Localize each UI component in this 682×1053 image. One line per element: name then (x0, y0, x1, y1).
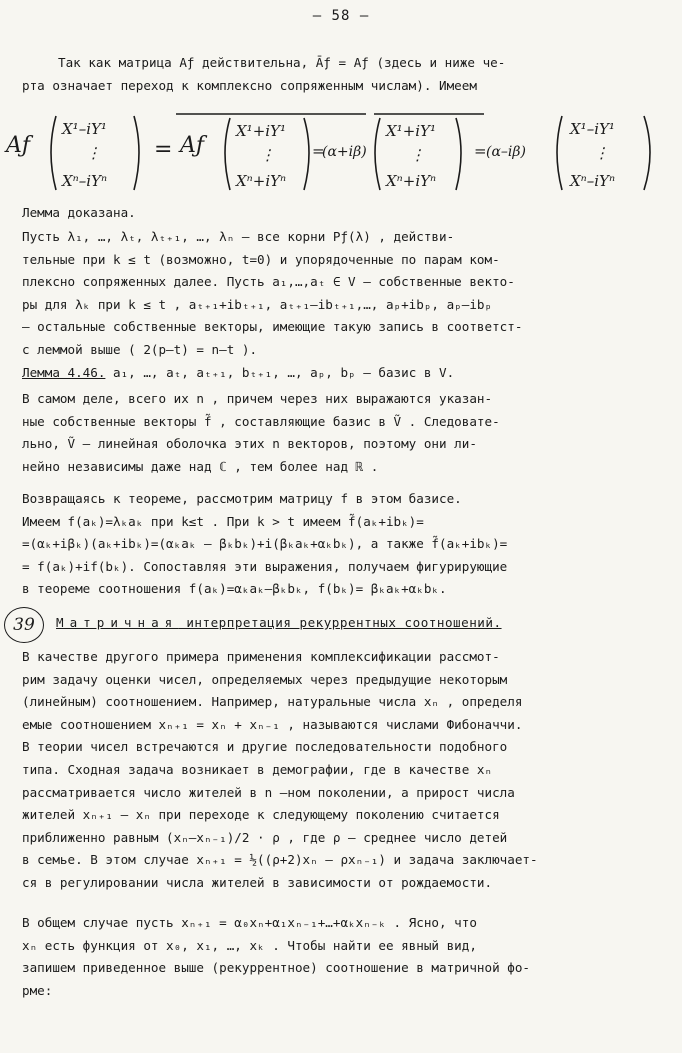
text-line: запишем приведенное выше (рекуррентное) соотношение в матричной фо- (22, 960, 530, 976)
operator-a: Aƒ (180, 133, 205, 158)
text-line: = f(aₖ)+if(bₖ). Сопоставляя эти выражения, получаем фигурирующие (22, 558, 508, 574)
bracket-left (375, 118, 380, 190)
lemma-label: Лемма 4.46. (22, 365, 106, 380)
matrix-entry: ⋮ (594, 144, 609, 162)
matrix-entry: Xⁿ+iYⁿ (386, 172, 437, 190)
section-title: интерпретация рекуррентных соотношений. (178, 615, 502, 630)
text-line: плексно сопряженных далее. Пусть a₁,…,aₜ ∈ V – собственные векто- (22, 274, 515, 290)
text-line: ные собственные векторы f̃ , составляющие базис в Ṽ . Следовате- (22, 413, 500, 429)
text-line: с леммой выше ( 2(p–t) = n–t ). (22, 341, 258, 357)
paragraph-theorem-return (22, 488, 674, 601)
text-line: рассматривается число жителей в n –ном поколении, а прирост числа (22, 784, 515, 800)
text-line: Имеем f(aₖ)=λₖaₖ при k≤t . При k > t имеем f̃(aₖ+ibₖ)= (22, 513, 424, 529)
text-line: В теории чисел встречаются и другие последовательности подобного (22, 739, 508, 755)
lemma-statement (22, 362, 674, 385)
section-heading (56, 612, 674, 635)
matrix-entry: ⋮ (86, 144, 101, 162)
paragraph-proof (22, 388, 674, 478)
matrix-equation-svg (4, 108, 678, 196)
section-number-circle: 39 (4, 607, 44, 643)
matrix-entry: X¹+iY¹ (386, 122, 436, 140)
paragraph-roots (22, 226, 674, 362)
matrix-entry: Xⁿ–iYⁿ (62, 172, 108, 190)
text-line: рим задачу оценки чисел, определяемых через предыдущие некоторым (22, 671, 508, 687)
matrix-entry: ⋮ (260, 146, 275, 164)
equals-sign: = (474, 142, 487, 160)
text-line: – остальные собственные векторы, имеющие такую запись в соответст- (22, 319, 523, 335)
text-line: льно, Ṽ – линейная оболочка этих n векторов, поэтому они ли- (22, 436, 477, 452)
bracket-right (644, 116, 650, 190)
equals-sign: = (312, 142, 325, 160)
page-number: – 58 – (312, 8, 370, 24)
text-line: В самом деле, всего их n , причем через них выражаются указан- (22, 391, 493, 406)
text-line: (линейным) соотношением. Например, натуральные числа xₙ , определя (22, 694, 523, 710)
text-line: жителей xₙ₊₁ – xₙ при переходе к следующему поколению считается (22, 807, 500, 823)
text-line: рта означает переход к комплексно сопряженным числам). Имеем (22, 77, 477, 93)
matrix-entry: X¹+iY¹ (236, 122, 286, 140)
text-line: емые соотношением xₙ₊₁ = xₙ + xₙ₋₁ , называются числами Фибоначчи. (22, 716, 523, 732)
bracket-left (225, 118, 230, 190)
text-line: в семье. В этом случае xₙ₊₁ = ½((ρ+2)xₙ – ρxₙ₋₁) и задача заключает- (22, 852, 538, 868)
text-line: рме: (22, 982, 53, 998)
lemma-proved-line (22, 202, 654, 225)
paragraph-recurrence (22, 646, 674, 895)
paragraph-intro (22, 52, 654, 97)
text-line: Так как матрица Aƒ действительна, Āƒ = Aƒ (здесь и ниже че- (58, 55, 506, 70)
matrix-entry: X¹–iY¹ (570, 120, 615, 138)
eigen-factor: (α–iβ) (486, 144, 526, 160)
equals-sign: = (154, 137, 173, 162)
matrix-entry: X¹–iY¹ (62, 120, 107, 138)
bracket-left (51, 116, 56, 190)
bracket-right (456, 118, 461, 190)
text-line: тельные при k ≤ t (возможно, t=0) и упорядоченные по парам ком- (22, 251, 500, 267)
text-line: типа. Сходная задача возникает в демографии, где в качестве xₙ (22, 761, 493, 777)
section-title-spaced: Матричная (56, 615, 179, 630)
bracket-left (557, 116, 562, 190)
text-line: В качестве другого примера применения комплексификации рассмот- (22, 649, 500, 664)
text-line: ся в регулировании числа жителей в зависимости от рождаемости. (22, 874, 493, 890)
paragraph-general-case (22, 912, 674, 1002)
text-line: =(αₖ+iβₖ)(aₖ+ibₖ)=(αₖaₖ – βₖbₖ)+i(βₖaₖ+αₖbₖ), а также f̃(aₖ+ibₖ)= (22, 536, 508, 552)
lemma-text: a₁, …, aₜ, aₜ₊₁, bₜ₊₁, …, aₚ, bₚ – базис в V. (105, 365, 455, 380)
text-line: Лемма доказана. (22, 205, 136, 220)
text-line: приближенно равным (xₙ–xₙ₋₁)/2 · ρ , где ρ – среднее число детей (22, 829, 508, 845)
operator-a: Aƒ (6, 133, 31, 158)
text-line: Возвращаясь к теореме, рассмотрим матрицу f в этом базисе. (22, 491, 462, 506)
text-line: ры для λₖ при k ≤ t , aₜ₊₁+ibₜ₊₁, aₜ₊₁–ibₜ₊₁,…, aₚ+ibₚ, aₚ–ibₚ (22, 296, 493, 312)
text-line: Пусть λ₁, …, λₜ, λₜ₊₁, …, λₙ – все корни Pƒ(λ) , действи- (22, 229, 455, 244)
bracket-right (304, 118, 309, 190)
bracket-right (134, 116, 139, 190)
matrix-entry: Xⁿ–iYⁿ (570, 172, 616, 190)
text-line: нейно независимы даже над ℂ , тем более над ℝ . (22, 458, 379, 474)
eigen-factor: (α+iβ) (322, 144, 367, 160)
matrix-entry: ⋮ (410, 146, 425, 164)
text-line: в теореме соотношения f(aₖ)=αₖaₖ–βₖbₖ, f(bₖ)= βₖaₖ+αₖbₖ. (22, 581, 447, 597)
text-line: В общем случае пусть xₙ₊₁ = α₀xₙ+α₁xₙ₋₁+…+αₖxₙ₋ₖ . Ясно, что (22, 915, 477, 930)
text-line: xₙ есть функция от x₀, x₁, …, xₖ . Чтобы найти ее явный вид, (22, 937, 477, 953)
matrix-entry: Xⁿ+iYⁿ (236, 172, 287, 190)
matrix-equation (4, 108, 678, 196)
